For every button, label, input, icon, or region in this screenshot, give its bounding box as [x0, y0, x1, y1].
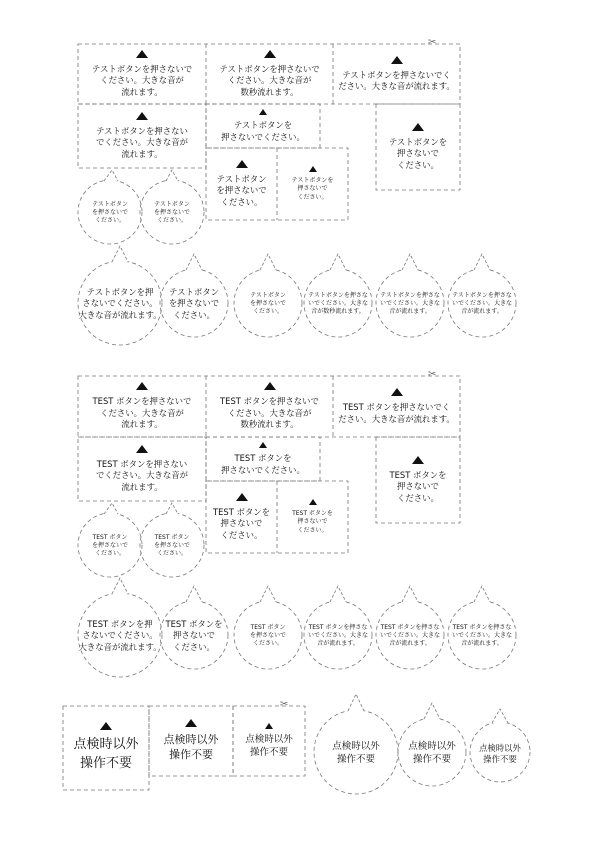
label-card	[206, 376, 333, 437]
label-text: 点検時以外 操作不要	[332, 741, 380, 765]
triangle-up-icon	[136, 445, 148, 453]
bubble-label	[78, 182, 142, 244]
label-text: TEST ボタンを押さない でください。大きな音が 流れます。	[95, 458, 189, 492]
bubble-label	[304, 602, 372, 670]
label-text: テストボタンを押さないで ください。大きな音が 数秒流れます。	[219, 63, 320, 97]
label-text: TEST ボタンを 押さないでください。	[221, 453, 305, 475]
scissors-icon: ✂	[280, 699, 289, 710]
bubble-label	[160, 602, 228, 670]
triangle-up-icon	[236, 493, 248, 501]
bubble-label	[234, 270, 302, 338]
label-text: TEST ボタン を押さないで ください。	[153, 533, 190, 558]
triangle-up-icon	[265, 723, 273, 729]
label-card	[376, 104, 460, 190]
label-text: TEST ボタンを 押さないで ください。	[292, 510, 333, 534]
label-text: TEST ボタンを押さな いでください。大きな 音が流れます。	[307, 623, 368, 648]
bubble-label	[140, 182, 204, 244]
label-text: テストボタンを押 さないでください。 大きな音が流れます。	[78, 286, 162, 320]
bubble-label	[448, 602, 516, 670]
triangle-up-icon	[412, 123, 424, 131]
label-text: テストボタン を押さないで ください。	[91, 200, 128, 225]
label-text: TEST ボタンを 押さないで ください。	[389, 469, 447, 503]
label-text: テストボタンを押さないで ください。大きな音が 流れます。	[91, 63, 193, 97]
bubble-label	[78, 515, 142, 577]
label-card	[206, 148, 277, 220]
label-card	[333, 376, 460, 437]
bubble-label	[304, 270, 372, 338]
bubble-label	[160, 270, 228, 338]
label-text: TEST ボタンを押さな いでください。大きな 音が流れます。	[379, 623, 440, 648]
label-text: 点検時以外 操作不要	[73, 737, 139, 771]
triangle-up-icon	[136, 112, 148, 120]
triangle-up-icon	[100, 722, 112, 730]
bubble-label	[448, 270, 516, 338]
label-text: テストボタンを押さない でください。大きな音が 流れます。	[95, 125, 189, 159]
bubble-label	[398, 720, 466, 788]
label-card	[206, 437, 320, 481]
label-card	[149, 706, 233, 776]
label-card	[277, 148, 348, 220]
triangle-up-icon	[259, 109, 267, 115]
triangle-up-icon	[236, 160, 248, 168]
label-card	[376, 437, 460, 523]
triangle-up-icon	[391, 388, 403, 396]
label-text: 点検時以外 操作不要	[479, 742, 521, 764]
label-text: テストボタンを押さな いでください。大きな 音が数秒流れます。	[307, 291, 368, 316]
label-text: TEST ボタン を押さないで ください。	[91, 533, 128, 558]
triangle-up-icon	[309, 499, 317, 505]
label-text: TEST ボタン を押さないで ください。	[249, 623, 286, 648]
triangle-up-icon	[264, 382, 276, 390]
label-card	[63, 706, 149, 790]
label-card	[206, 481, 277, 553]
bubble-label	[376, 602, 444, 670]
label-text: 点検時以外 操作不要	[163, 733, 219, 761]
label-text: テストボタン を押さないで ください。	[249, 291, 286, 316]
bubble-label	[376, 270, 444, 338]
label-text: 点検時以外 操作不要	[408, 741, 456, 765]
triangle-up-icon	[136, 50, 148, 58]
label-text: テストボタン を押さないで ください。	[153, 200, 190, 225]
label-text: TEST ボタンを押さないで ください。大きな音が 流れます。	[92, 396, 192, 430]
label-text: テストボタン を押さないで ください。	[168, 286, 220, 320]
label-text: TEST ボタンを 押さないで ください。	[165, 618, 223, 652]
triangle-up-icon	[264, 50, 276, 58]
bubble-label	[78, 262, 162, 346]
bubble-label	[314, 712, 398, 796]
label-text: テストボタンを押さな いでください。大きな 音が流れます。	[379, 291, 440, 316]
label-text: TEST ボタンを押さないで ください。大きな音が 数秒流れます。	[220, 396, 319, 430]
triangle-up-icon	[259, 442, 267, 448]
label-card	[233, 706, 305, 776]
bubble-label	[78, 594, 162, 678]
label-text: TEST ボタンを押さないでく ださい。大きな音が流れます。	[338, 402, 455, 424]
label-card	[206, 44, 333, 104]
label-card	[277, 481, 348, 553]
label-card	[78, 376, 206, 437]
label-text: テストボタン を押さないで ください。	[216, 173, 267, 207]
bubble-label	[470, 724, 530, 784]
triangle-up-icon	[136, 382, 148, 390]
label-text: TEST ボタンを押さな いでください。大きな 音が流れます。	[451, 623, 512, 648]
label-card	[206, 104, 320, 148]
scissors-icon: ✂	[428, 37, 437, 48]
label-text: テストボタンを押さないでく ださい。大きな音が流れます。	[338, 69, 455, 91]
label-text: テストボタンを押さな いでください。大きな 音が流れます。	[451, 291, 512, 316]
triangle-up-icon	[412, 456, 424, 464]
label-text: TEST ボタンを 押さないで ください。	[212, 506, 270, 540]
label-text: テストボタンを 押さないでください。	[221, 120, 305, 142]
label-text: テストボタンを 押さないで ください。	[291, 177, 334, 201]
label-card	[333, 44, 460, 104]
label-text: 点検時以外 操作不要	[245, 733, 293, 758]
label-card	[78, 104, 206, 168]
label-card	[78, 44, 206, 104]
label-text: テストボタンを 押さないで ください。	[388, 136, 448, 170]
bubble-label	[234, 602, 302, 670]
triangle-up-icon	[309, 166, 317, 172]
triangle-up-icon	[185, 719, 197, 727]
scissors-icon: ✂	[428, 369, 437, 380]
triangle-up-icon	[391, 56, 403, 64]
label-text: TEST ボタンを押 さないでください。 大きな音が流れます。	[78, 618, 162, 652]
bubble-label	[140, 515, 204, 577]
label-card	[78, 437, 206, 501]
